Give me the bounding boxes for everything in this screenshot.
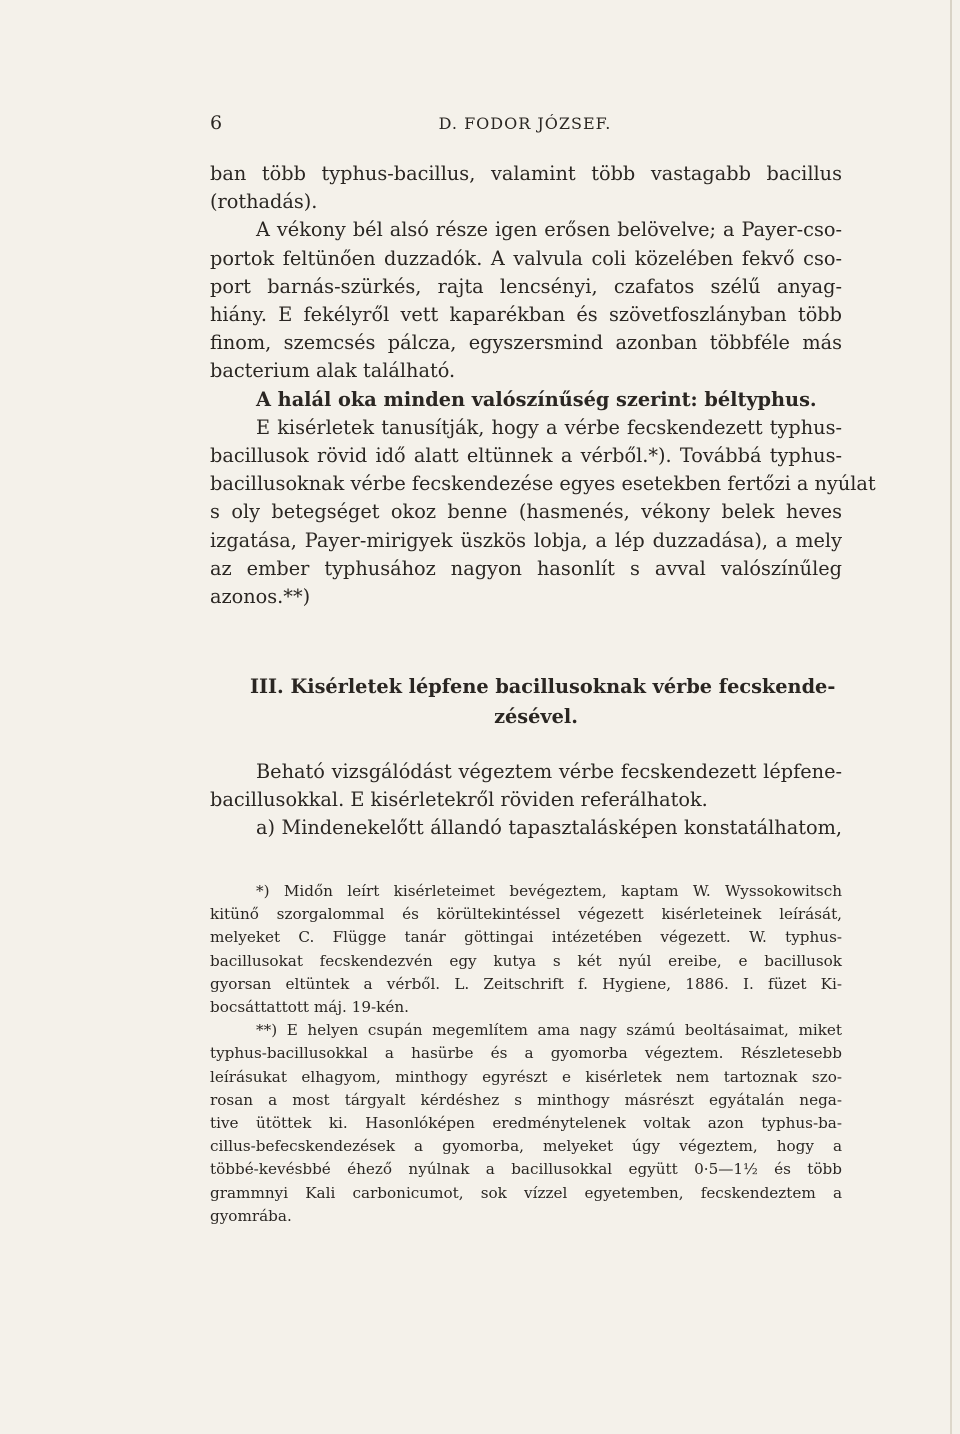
text-line: port barnás-szürkés, rajta lencsényi, czafatos szélű anyag- — [210, 274, 842, 298]
footnote-line: typhus-bacillusokkal a hasürbe és a gyomorba végeztem. Részletesebb — [210, 1044, 842, 1063]
text-line: ban több typhus-bacillus, valamint több vastagabb bacillus — [210, 162, 842, 185]
running-head: D. FODOR JÓZSEF. — [438, 114, 612, 133]
text-line: (rothadás). — [210, 190, 318, 214]
footnote-line: tive ütöttek ki. Hasonlóképen eredménytelenek voltak azon typhus-ba- — [210, 1114, 842, 1133]
text-line: a) Mindenekelőtt állandó tapasztalásképen konstatálhatom, — [256, 816, 842, 840]
body-text — [210, 160, 876, 611]
footnote-line: kitünő szorgalommal és körültekintéssel végezett kisérleteinek leírását, — [210, 905, 842, 924]
footnote-line: rosan a most tárgyalt kérdéshez s minthogy másrészt egyátalán nega- — [210, 1090, 842, 1109]
text-line: bacillusok rövid idő alatt eltünnek a vérből.*). Továbbá typhus- — [210, 444, 842, 468]
page-number: 6 — [210, 112, 223, 134]
page-header — [210, 112, 840, 142]
footnote-line: többé-kevésbbé éhező nyúlnak a bacillusokkal együtt 0·5—1½ és több — [210, 1160, 842, 1179]
footnotes — [210, 880, 842, 1228]
footnote-line: cillus-befecskendezések a gyomorba, melyeket úgy végeztem, hogy a — [210, 1137, 842, 1156]
footnote-line: grammnyi Kali carbonicumot, sok vízzel egyetemben, fecskendeztem a — [210, 1183, 842, 1202]
text-line: E kisérletek tanusítják, hogy a vérbe fecskendezett typhus- — [256, 415, 842, 439]
footnote-line: bocsáttattott máj. 19-kén. — [210, 998, 409, 1017]
section-heading-line: zésével. — [494, 705, 578, 728]
footnote-line: *) Midőn leírt kisérleteimet bevégeztem, kaptam W. Wyssokowitsch — [256, 882, 842, 900]
text-line: hiány. E fekélyről vett kaparékban és szövetfoszlányban több — [210, 303, 842, 327]
footnote-line: melyeket C. Flügge tanár göttingai intézetében végezett. W. typhus- — [210, 928, 842, 947]
text-line: bacillusokkal. E kisérletekről röviden referálhatok. — [210, 788, 708, 812]
footnote-line: **) E helyen csupán megemlítem ama nagy számú beoltásaimat, miket — [256, 1021, 842, 1040]
footnote-line: leírásukat elhagyom, minthogy egyrészt e kisérletek nem tartoznak szo- — [210, 1067, 842, 1086]
text-line: az ember typhusához nagyon hasonlít s avval valószínűleg — [210, 556, 842, 580]
text-line: azonos.**) — [210, 585, 311, 609]
text-line: finom, szemcsés pálcza, egyszersmind azonban többféle más — [210, 331, 842, 355]
page-edge — [950, 0, 952, 1434]
footnote-line: bacillusokat fecskendezvén egy kutya s két nyúl ereibe, e bacillusok — [210, 951, 842, 970]
section-body — [210, 758, 842, 843]
text-line: portok feltünően duzzadók. A valvula coli közelében fekvő cso- — [210, 246, 842, 270]
section-heading — [250, 672, 842, 732]
section-heading-line: III. Kisérletek lépfene bacillusoknak vérbe fecskende- — [250, 675, 836, 698]
text-line: Beható vizsgálódást végeztem vérbe fecskendezett lépfene- — [256, 760, 842, 783]
text-line: bacillusoknak vérbe fecskendezése egyes esetekben fertőzi a nyúlat — [210, 472, 876, 496]
text-line: A vékony bél alsó része igen erősen belövelve; a Payer-cso- — [256, 218, 842, 242]
text-line: bacterium alak található. — [210, 359, 456, 383]
footnote-line: gyomrába. — [210, 1206, 292, 1225]
text-line: s oly betegséget okoz benne (hasmenés, vékony belek heves — [210, 500, 842, 524]
text-line: A halál oka minden valószínűség szerint: béltyphus. — [256, 387, 817, 411]
footnote-line: gyorsan eltüntek a vérből. L. Zeitschrift f. Hygiene, 1886. I. füzet Ki- — [210, 974, 842, 993]
text-line: izgatása, Payer-mirigyek üszkös lobja, a lép duzzadása), a mely — [210, 528, 842, 552]
